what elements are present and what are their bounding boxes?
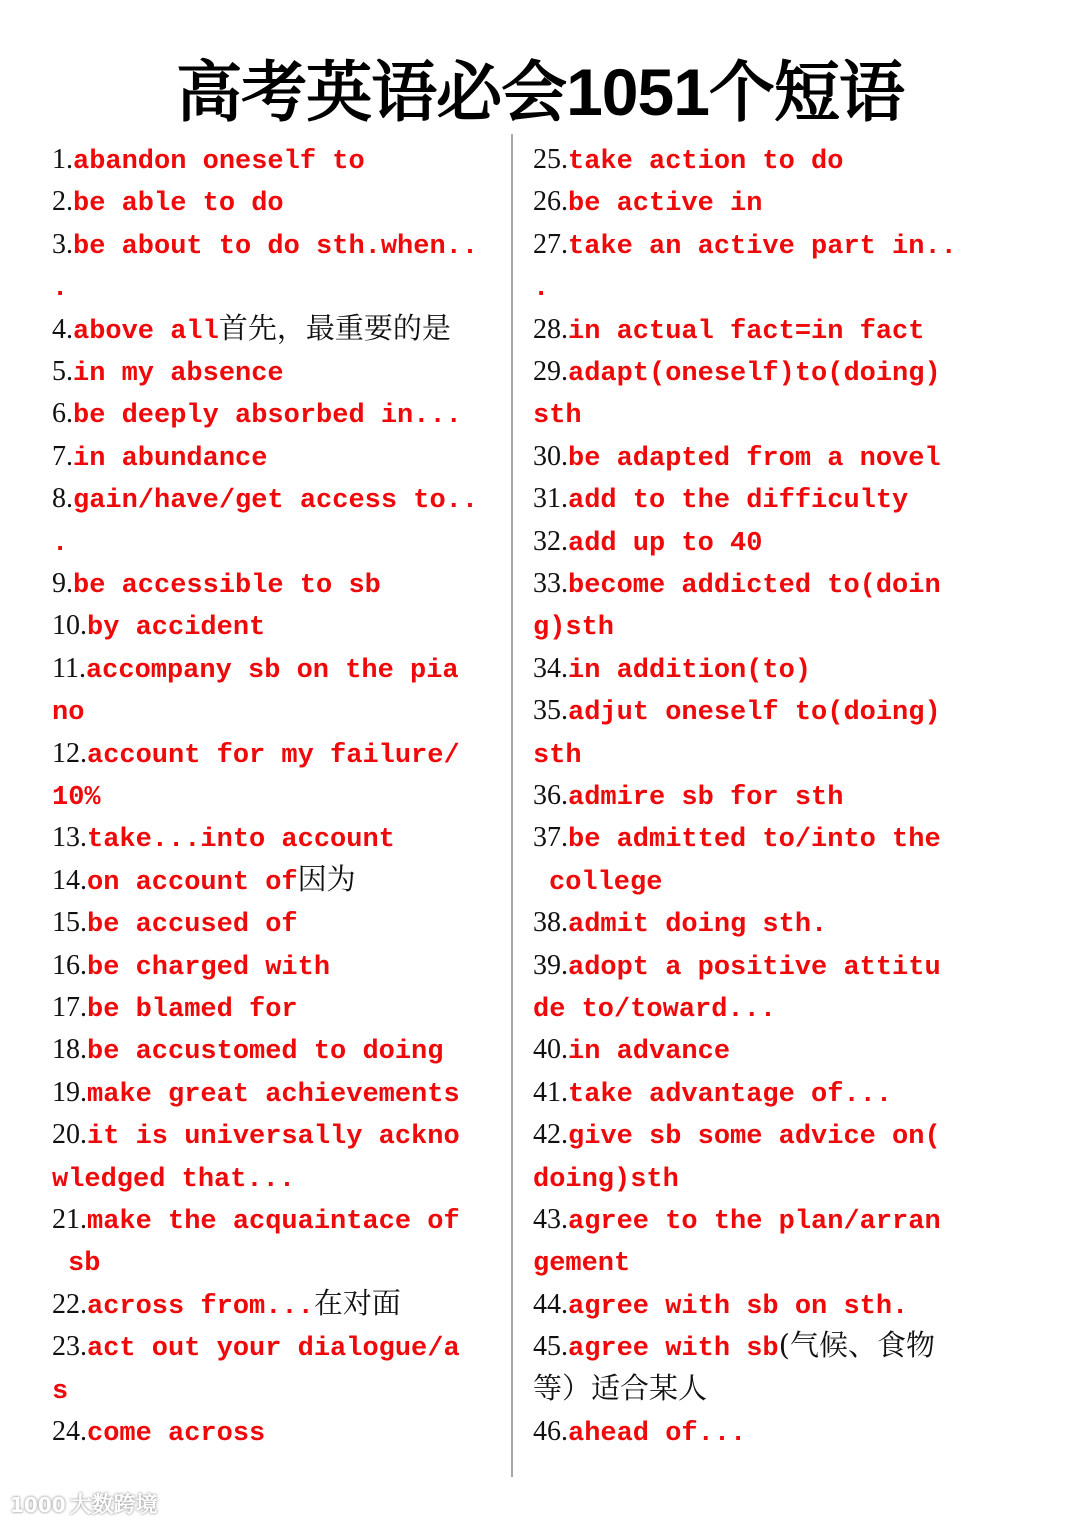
phrase-english: make the acquaintace of xyxy=(87,1207,460,1237)
phrase-english: . xyxy=(52,528,69,559)
phrase-number: 37. xyxy=(533,822,568,854)
phrase-english: sb xyxy=(68,1249,101,1280)
phrase-line xyxy=(533,1070,892,1112)
phrase-line xyxy=(533,1197,941,1239)
phrase-line xyxy=(533,561,941,603)
phrase-english: gain/have/get access to.. xyxy=(73,486,479,517)
phrase-english: no xyxy=(52,698,85,729)
phrase-english: agree with sb on sth. xyxy=(568,1291,909,1322)
phrase-line xyxy=(533,815,941,857)
phrase-english: agree with sb xyxy=(568,1334,779,1365)
phrase-number: 17. xyxy=(52,992,87,1023)
phrase-line xyxy=(533,476,908,518)
phrase-english: sth xyxy=(533,401,582,432)
phrase-line xyxy=(52,434,267,476)
phrase-number: 3. xyxy=(52,228,73,260)
phrase-number: 42. xyxy=(533,1119,568,1151)
phrase-line xyxy=(52,1367,68,1409)
phrase-number: 9. xyxy=(52,568,73,599)
phrase-english: take advantage of... xyxy=(568,1079,893,1110)
phrase-line xyxy=(52,222,478,264)
phrase-line xyxy=(52,1027,443,1069)
phrase-number: 46. xyxy=(533,1416,568,1447)
phrase-english: be admitted to/into the xyxy=(568,825,941,856)
phrase-number: 14. xyxy=(52,864,87,896)
phrase-number: 8. xyxy=(52,483,73,515)
phrase-line xyxy=(52,1409,265,1451)
phrase-number: 41. xyxy=(533,1076,568,1108)
phrase-english: above all xyxy=(73,316,219,347)
phrase-line xyxy=(533,519,762,561)
phrase-english: give sb some advice on( xyxy=(568,1122,941,1153)
page-title: 高考英语必会1051个短语 xyxy=(176,55,904,129)
phrase-english: in advance xyxy=(568,1037,731,1068)
phrase-english: it is universally ackno xyxy=(87,1122,460,1153)
phrase-line xyxy=(549,858,662,900)
phrase-english: doing)sth xyxy=(533,1164,679,1195)
phrase-english: accompany sb on the pia xyxy=(85,655,459,686)
phrase-number: 2. xyxy=(52,186,73,218)
phrase-english: across from... xyxy=(87,1291,314,1322)
phrase-line xyxy=(52,391,462,433)
phrase-line xyxy=(533,900,827,942)
phrase-line xyxy=(52,858,356,900)
phrase-english: by accident xyxy=(87,613,266,644)
phrase-english: take an active part in.. xyxy=(568,231,957,262)
phrase-number: 35. xyxy=(533,695,568,727)
phrase-number: 39. xyxy=(533,949,568,981)
phrase-chinese: 因为 xyxy=(297,861,356,896)
phrase-english: in addition(to) xyxy=(568,655,812,686)
phrase-line xyxy=(52,307,451,349)
phrase-line xyxy=(52,1112,460,1154)
phrase-number: 5. xyxy=(52,356,73,387)
phrase-number: 6. xyxy=(52,398,73,430)
phrase-english: in abundance xyxy=(73,443,268,474)
phrase-line xyxy=(533,646,811,688)
phrase-english: . xyxy=(533,274,550,305)
phrase-line xyxy=(52,646,459,688)
phrase-line xyxy=(533,603,614,645)
phrase-number: 33. xyxy=(533,568,568,599)
phrase-line xyxy=(52,773,101,815)
phrase-number: 18. xyxy=(52,1034,87,1066)
phrase-english: . xyxy=(52,274,69,305)
phrase-english: take...into account xyxy=(87,825,395,856)
phrase-line xyxy=(52,179,284,221)
phrase-english: gement xyxy=(533,1249,631,1280)
phrase-english: make great achievements xyxy=(87,1079,460,1110)
phrase-number: 4. xyxy=(52,313,73,345)
phrase-chinese: 等）适合某人 xyxy=(533,1370,708,1405)
phrase-english: be accused of xyxy=(87,910,298,941)
phrase-english: 10% xyxy=(52,783,101,813)
phrase-number: 16. xyxy=(52,949,87,981)
phrase-english: admire sb for sth xyxy=(568,783,844,813)
phrase-english: adopt a positive attitu xyxy=(568,952,941,983)
phrase-english: in actual fact=in fact xyxy=(568,316,925,347)
phrase-number: 25. xyxy=(533,144,568,175)
phrase-line xyxy=(533,1409,746,1451)
phrase-english: de to/toward... xyxy=(533,995,777,1025)
phrase-english: act out your dialogue/a xyxy=(87,1334,460,1365)
phrase-number: 19. xyxy=(52,1076,87,1108)
phrase-line xyxy=(533,434,941,476)
phrase-number: 32. xyxy=(533,525,568,557)
phrase-english: on account of xyxy=(87,867,298,898)
phrase-number: 30. xyxy=(533,440,568,472)
phrase-line xyxy=(52,1197,460,1239)
phrase-english: take action to do xyxy=(568,147,844,177)
phrase-line xyxy=(533,1112,941,1154)
phrase-english: be able to do xyxy=(73,189,284,220)
phrase-line xyxy=(52,688,84,730)
phrase-line xyxy=(52,943,330,985)
phrase-line xyxy=(533,943,941,985)
phrase-english: add up to 40 xyxy=(568,528,763,559)
phrase-line xyxy=(533,349,941,391)
phrase-line xyxy=(52,1282,401,1324)
phrase-english: be accessible to sb xyxy=(73,571,381,601)
phrase-english: in my absence xyxy=(73,359,284,389)
phrase-number: 40. xyxy=(533,1034,568,1066)
phrase-line xyxy=(533,688,941,730)
phrase-line xyxy=(52,349,284,391)
phrase-line xyxy=(52,815,395,857)
phrase-number: 27. xyxy=(533,228,568,260)
phrase-english: wledged that... xyxy=(52,1164,296,1195)
phrase-line xyxy=(68,1239,100,1281)
phrase-line xyxy=(52,137,365,179)
phrase-english: adapt(oneself)to(doing) xyxy=(568,359,941,389)
phrase-line xyxy=(533,391,582,433)
phrase-english: g)sth xyxy=(533,613,615,644)
phrase-line xyxy=(52,900,298,942)
phrase-english: add to the difficulty xyxy=(568,486,909,517)
phrase-line xyxy=(533,264,549,306)
watermark xyxy=(10,1490,158,1520)
phrase-number: 34. xyxy=(533,652,568,684)
phrase-english: become addicted to(doin xyxy=(568,571,941,601)
phrase-english: ahead of... xyxy=(568,1419,747,1449)
phrase-line xyxy=(533,1367,707,1409)
phrase-line xyxy=(533,1027,730,1069)
phrase-english: sth xyxy=(533,740,582,771)
phrase-english: be charged with xyxy=(87,952,331,983)
phrase-line xyxy=(533,222,957,264)
phrase-number: 28. xyxy=(533,313,568,345)
phrase-number: 45. xyxy=(533,1331,568,1363)
phrase-number: 44. xyxy=(533,1288,568,1320)
phrase-line xyxy=(533,773,843,815)
phrase-english: college xyxy=(549,867,663,898)
watermark-text: 大数跨境 xyxy=(69,1493,158,1518)
phrase-english: be blamed for xyxy=(87,995,298,1025)
phrase-line xyxy=(52,476,478,518)
phrase-line xyxy=(52,561,381,603)
phrase-english: be accustomed to doing xyxy=(87,1037,444,1068)
phrase-number: 29. xyxy=(533,356,568,387)
phrase-number: 26. xyxy=(533,186,568,218)
phrase-number: 10. xyxy=(52,610,87,642)
phrase-line xyxy=(533,1282,908,1324)
phrase-line xyxy=(533,1239,630,1281)
phrase-number: 36. xyxy=(533,780,568,811)
phrase-english: adjut oneself to(doing) xyxy=(568,698,941,729)
phrase-number: 43. xyxy=(533,1204,568,1235)
phrase-number: 38. xyxy=(533,907,568,939)
phrase-line xyxy=(533,985,776,1027)
phrase-number: 1. xyxy=(52,144,73,175)
phrase-number: 22. xyxy=(52,1288,87,1320)
phrase-line xyxy=(52,1324,460,1366)
phrase-english: be adapted from a novel xyxy=(568,443,941,474)
phrase-number: 24. xyxy=(52,1416,87,1447)
phrase-number: 12. xyxy=(52,737,87,769)
phrase-line xyxy=(533,307,924,349)
phrase-english: account for my failure/ xyxy=(87,740,460,771)
phrase-number: 23. xyxy=(52,1331,87,1363)
phrase-chinese: (气候、食物 xyxy=(778,1328,935,1363)
phrase-line xyxy=(533,137,843,179)
column-divider xyxy=(511,134,513,1477)
phrase-line xyxy=(52,1070,460,1112)
phrase-number: 13. xyxy=(52,822,87,854)
phrase-chinese: 在对面 xyxy=(313,1285,401,1320)
phrase-english: agree to the plan/arran xyxy=(568,1207,941,1237)
phrase-line xyxy=(533,1324,935,1366)
phrase-english: admit doing sth. xyxy=(568,910,828,941)
phrase-line xyxy=(533,1155,679,1197)
phrase-line xyxy=(52,985,298,1027)
phrase-line xyxy=(52,519,68,561)
phrase-line xyxy=(533,179,762,221)
phrase-line xyxy=(52,1155,295,1197)
phrase-line xyxy=(533,731,582,773)
phrase-number: 31. xyxy=(533,483,568,515)
phrase-number: 7. xyxy=(52,440,73,472)
phrase-line xyxy=(52,603,265,645)
phrase-english: be active in xyxy=(568,189,763,220)
phrase-number: 21. xyxy=(52,1204,87,1235)
phrase-english: abandon oneself to xyxy=(73,147,365,177)
phrase-line xyxy=(52,264,68,306)
phrase-number: 15. xyxy=(52,907,87,939)
phrase-english: s xyxy=(52,1376,69,1407)
phrase-chinese: 首先，最重要的是 xyxy=(218,310,451,345)
phrase-line xyxy=(52,731,460,773)
phrase-english: come across xyxy=(87,1419,266,1449)
watermark-logo-icon: 1000 xyxy=(10,1493,66,1517)
phrase-number: 11. xyxy=(52,652,86,684)
phrase-number: 20. xyxy=(52,1119,87,1151)
phrase-english: be deeply absorbed in... xyxy=(73,401,462,432)
phrase-english: be about to do sth.when.. xyxy=(73,231,479,262)
